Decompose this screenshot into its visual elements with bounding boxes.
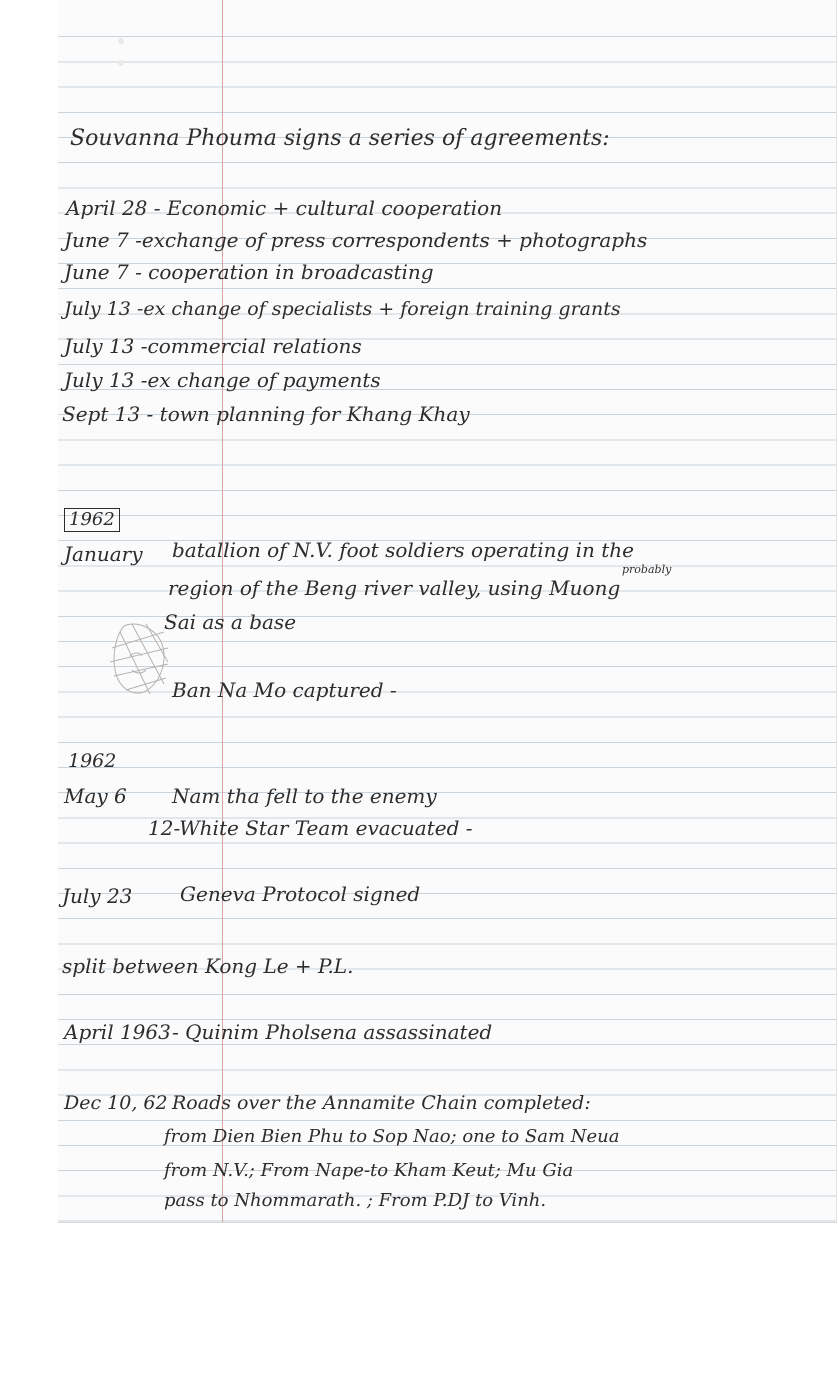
agreement-row <box>64 262 434 282</box>
agreement-row <box>64 336 362 356</box>
page-heading: Souvanna Phouma signs a series of agreements: <box>70 126 610 151</box>
agreement-text: - Economic + cultural cooperation <box>153 196 503 220</box>
entry-text: Ban Na Mo captured - <box>172 678 397 702</box>
entry-text: pass to Nhommarath. ; From P.DJ to Vinh. <box>164 1190 547 1211</box>
entry-date: April 1963 <box>64 1020 171 1044</box>
entry-date: May 6 <box>64 784 127 808</box>
entry-text: Roads over the Annamite Chain completed: <box>172 1092 591 1114</box>
punch-hole-mark <box>118 38 124 44</box>
entry-text: Geneva Protocol signed <box>180 882 421 906</box>
annotation-probably: probably <box>622 563 672 576</box>
agreement-date: April 28 <box>66 196 148 220</box>
agreement-text: -ex change of specialists + foreign training grants <box>136 298 621 320</box>
punch-hole-mark <box>118 60 124 66</box>
year-label: 1962 <box>68 750 117 772</box>
entry-date: July 23 <box>62 884 133 908</box>
agreement-row <box>66 198 502 218</box>
agreement-date: Sept 13 <box>62 402 141 426</box>
entry-date: January <box>64 542 143 566</box>
agreement-row <box>64 300 621 319</box>
entry-text: region of the Beng river valley, using Muong <box>168 576 621 600</box>
entry-text: 12-White Star Team evacuated - <box>148 816 473 840</box>
entry-text: Nam tha fell to the enemy <box>172 784 437 808</box>
entry-text: Sai as a base <box>164 610 297 634</box>
agreement-row <box>64 370 381 390</box>
agreement-text: -ex change of payments <box>140 368 381 392</box>
pencil-sketch-face <box>106 618 172 698</box>
agreement-text: - town planning for Khang Khay <box>146 402 470 426</box>
agreement-date: June 7 <box>64 228 129 252</box>
entry-text: - Quinim Pholsena assassinated <box>172 1020 493 1044</box>
agreement-text: -commercial relations <box>140 334 362 358</box>
agreement-date: July 13 <box>64 368 135 392</box>
entry-text: from N.V.; From Nape-to Kham Keut; Mu Gia <box>164 1160 574 1181</box>
entry-date: Dec 10, 62 <box>64 1092 168 1114</box>
agreement-date: June 7 <box>64 260 129 284</box>
agreement-date: July 13 <box>64 298 131 320</box>
agreement-row <box>62 404 470 424</box>
agreement-date: July 13 <box>64 334 135 358</box>
agreement-text: - cooperation in broadcasting <box>135 260 434 284</box>
agreement-row <box>64 230 647 250</box>
entry-text: batallion of N.V. foot soldiers operating in the <box>172 538 635 562</box>
entry-text: split between Kong Le + P.L. <box>62 954 354 978</box>
entry-text: from Dien Bien Phu to Sop Nao; one to Sam Neua <box>164 1126 620 1147</box>
agreement-text: -exchange of press correspondents + photographs <box>135 228 648 252</box>
year-box: 1962 <box>64 508 120 532</box>
